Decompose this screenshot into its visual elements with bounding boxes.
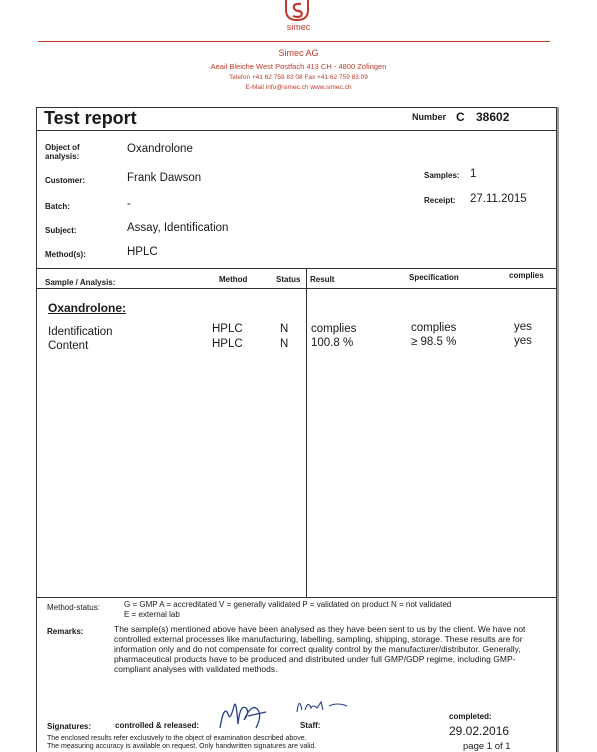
footer-note-results: The enclosed results refer exclusively to the object of examination described above. <box>47 735 307 742</box>
method-status-legend-external: E = external lab <box>124 610 180 619</box>
customer-label: Customer: <box>45 176 86 185</box>
page-indicator: page 1 of 1 <box>463 741 511 752</box>
controlled-released-label: controlled & released: <box>115 721 200 730</box>
number-label: Number <box>412 112 447 122</box>
company-name: Simec AG <box>278 48 319 58</box>
title-divider <box>37 130 557 131</box>
col-specification: Specification <box>409 273 459 282</box>
object-value: Oxandrolone <box>127 143 193 155</box>
company-address: Aeail Bleiche West Postfach 413 CH - 4800 Zofingen <box>210 62 387 71</box>
methods-value: HPLC <box>127 246 158 258</box>
table-bottom-divider <box>37 597 557 598</box>
footer-note-accuracy: The measuring accuracy is available on request. Only handwritten signatures are valid. <box>47 743 317 750</box>
receipt-value: 27.11.2015 <box>470 193 527 205</box>
row-result-identification: complies <box>311 323 357 335</box>
simec-logo-icon <box>282 0 312 22</box>
section-heading: Oxandrolone: <box>48 301 127 315</box>
row-status-identification: N <box>280 323 289 335</box>
result-column-divider <box>306 269 307 598</box>
table-header-divider <box>37 288 557 289</box>
row-method-content: HPLC <box>212 338 243 350</box>
signatures-label: Signatures: <box>47 722 92 731</box>
row-status-content: N <box>280 338 289 350</box>
customer-value: Frank Dawson <box>127 172 202 184</box>
row-result-content: 100.8 % <box>311 337 354 349</box>
completed-date: 29.02.2016 <box>449 724 510 738</box>
method-status-legend: G = GMP A = accreditated V = generally validated P = validated on product N = not validated <box>124 600 452 609</box>
subject-value: Assay, Identification <box>127 222 229 234</box>
object-label: Object of analysis: <box>45 143 80 161</box>
row-complies-identification: yes <box>514 321 532 333</box>
number-value: 38602 <box>476 110 510 124</box>
subject-label: Subject: <box>45 226 77 235</box>
col-status: Status <box>276 275 301 284</box>
col-sample-analysis: Sample / Analysis: <box>45 278 116 287</box>
number-letter: C <box>456 110 465 124</box>
samples-label: Samples: <box>424 171 460 180</box>
row-complies-content: yes <box>514 335 532 347</box>
row-spec-content: ≥ 98.5 % <box>411 336 457 348</box>
staff-signature-icon <box>293 692 353 718</box>
info-divider <box>37 268 557 269</box>
header-rule <box>38 41 550 42</box>
remarks-label: Remarks: <box>47 627 84 636</box>
row-analysis-identification: Identification <box>48 326 113 338</box>
col-complies: complies <box>509 271 544 280</box>
company-contact: E-Mail info@simec.ch www.simec.ch <box>245 84 352 91</box>
col-result: Result <box>310 275 335 284</box>
controller-signature-icon <box>214 694 270 734</box>
remarks-text: The sample(s) mentioned above have been analysed as they have been sent to us by the client. We have not controlled external processes like manufacturing, labelling, sampling, shipping, storage. These results are for information only and do not compensate for correct quality control by the manufacturer/distributor. Generally, pharmaceutical products have to be produced and distributed under full GMP/GDP regime, including GMP-compliant analyses with validated methods. <box>114 624 526 674</box>
row-spec-identification: complies <box>411 322 457 334</box>
batch-label: Batch: <box>45 202 70 211</box>
method-status-label: Method-status: <box>47 603 100 612</box>
brand-name: simec <box>286 22 311 32</box>
batch-value: - <box>127 198 131 210</box>
report-title: Test report <box>44 108 137 128</box>
row-method-identification: HPLC <box>212 323 243 335</box>
samples-value: 1 <box>470 168 477 180</box>
receipt-label: Receipt: <box>424 196 456 205</box>
company-phone: Telefon +41 62 759 83 08 Fax +41 62 759 83 09 <box>229 74 368 81</box>
methods-label: Method(s): <box>45 250 86 259</box>
col-method: Method <box>219 275 248 284</box>
row-analysis-content: Content <box>48 340 89 352</box>
completed-label: completed: <box>449 712 492 721</box>
staff-label: Staff: <box>300 721 321 730</box>
